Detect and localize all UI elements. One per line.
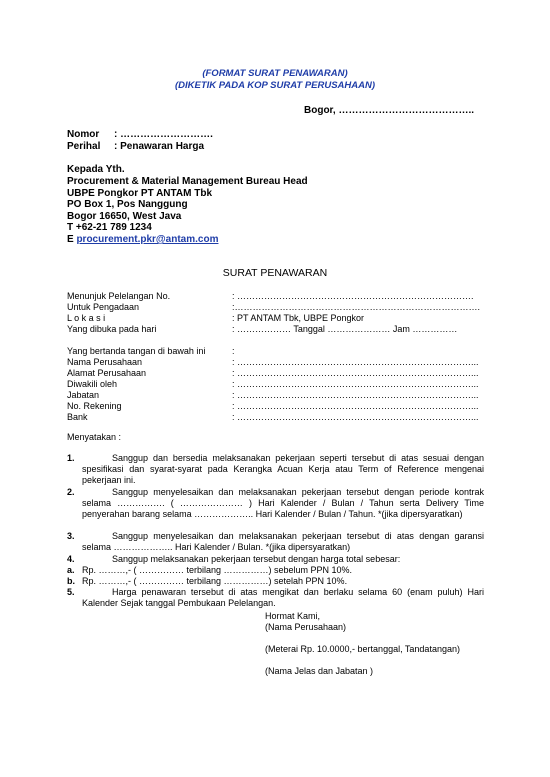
field-value-nama-perusahaan: : ……………………………………………………………………... xyxy=(232,357,479,367)
item-text-1: Sanggup dan bersedia melaksanakan pekerjaan seperti tersebut di atas sesuai dengan spesifikasi dan syarat-syarat pada Kerangka Acuan Kerja atau Term of Reference mengenai pekerjaan ini. xyxy=(82,453,484,486)
field-label-pengadaan: Untuk Pengadaan xyxy=(67,302,140,312)
field-value-lokasi: : PT ANTAM Tbk, UBPE Pongkor xyxy=(232,313,365,323)
field-value-rekening: : ……………………………………………………………………... xyxy=(232,401,479,411)
item-number-3: 3. xyxy=(67,531,75,541)
recipient-greeting: Kepada Yth. xyxy=(67,164,125,175)
item-number-1: 1. xyxy=(67,453,75,463)
list-item-4 xyxy=(82,554,484,565)
format-heading: (FORMAT SURAT PENAWARAN) xyxy=(202,68,348,79)
field-value-dibuka: : ……………… Tanggal ………………… Jam …………… xyxy=(232,324,458,334)
nomor-label: Nomor xyxy=(67,129,100,140)
item-text-5: Harga penawaran tersebut di atas mengikat dan berlaku selama 60 (enam puluh) Hari Kalender Sejak tanggal Pembukaan Pelelangan. xyxy=(82,587,484,609)
email-prefix: E xyxy=(67,234,77,245)
recipient-line4: Bogor 16650, West Java xyxy=(67,211,182,222)
closing-company: (Nama Perusahaan) xyxy=(265,622,347,632)
field-value-pelelangan: : ……………………………………………………………………. xyxy=(232,291,474,301)
sub-item-a: Rp. ………,- ( …………… terbilang ……………) sebelum PPN 10%. xyxy=(82,565,353,575)
list-item-1 xyxy=(82,453,484,487)
field-value-bank: : ……………………………………………………………………... xyxy=(232,412,479,422)
recipient-phone: T +62-21 789 1234 xyxy=(67,222,152,233)
statement-intro: Menyatakan : xyxy=(67,432,122,442)
sub-item-letter-b: b. xyxy=(67,576,75,586)
list-item-2 xyxy=(82,487,484,521)
field-label-bank: Bank xyxy=(67,412,88,422)
field-value-alamat: : ……………………………………………………………………... xyxy=(232,368,479,378)
field-value-jabatan: : ……………………………………………………………………... xyxy=(232,390,479,400)
field-label-rekening: No. Rekening xyxy=(67,401,122,411)
place-date: Bogor, ………………………………….. xyxy=(304,105,474,116)
list-item-5 xyxy=(82,587,484,609)
signer-intro-value: : xyxy=(232,346,235,356)
field-label-dibuka: Yang dibuka pada hari xyxy=(67,324,157,334)
item-number-5: 5. xyxy=(67,587,75,597)
field-label-diwakili: Diwakili oleh xyxy=(67,379,118,389)
recipient-email-link[interactable]: procurement.pkr@antam.com xyxy=(76,234,219,245)
field-label-alamat: Alamat Perusahaan xyxy=(67,368,147,378)
item-number-2: 2. xyxy=(67,487,75,497)
field-label-jabatan: Jabatan xyxy=(67,390,100,400)
perihal-value: : Penawaran Harga xyxy=(114,141,205,152)
signer-intro-label: Yang bertanda tangan di bawah ini xyxy=(67,346,206,356)
field-label-lokasi: L o k a s i xyxy=(67,313,106,323)
perihal-label: Perihal xyxy=(67,141,101,152)
field-label-nama-perusahaan: Nama Perusahaan xyxy=(67,357,143,367)
field-value-pengadaan: :………………………………………………………………………. xyxy=(232,302,481,312)
field-label-pelelangan: Menunjuk Pelelangan No. xyxy=(67,291,171,301)
item-text-2: Sanggup menyelesaikan dan melaksanakan pekerjaan tersebut dengan periode kontrak selama ……………. ( ………………… ) Hari Kalender / Bulan / Tahun serta Delivery Time penyerahan barang selama ……………….. Hari Kalender / Bulan / Tahun. *(jika dipersyaratkan) xyxy=(82,487,484,520)
list-item-3 xyxy=(82,531,484,553)
letter-title: SURAT PENAWARAN xyxy=(222,267,328,279)
sub-item-b: Rp. ………,- ( …………… terbilang ……………) setelah PPN 10%. xyxy=(82,576,348,586)
closing-regards: Hormat Kami, xyxy=(265,611,321,621)
item-text-4: Sanggup melaksanakan pekerjaan tersebut dengan harga total sebesar: xyxy=(112,554,401,564)
kop-heading: (DIKETIK PADA KOP SURAT PERUSAHAAN) xyxy=(174,80,376,91)
recipient-line2: UBPE Pongkor PT ANTAM Tbk xyxy=(67,188,212,199)
field-value-diwakili: : ……………………………………………………………………... xyxy=(232,379,479,389)
item-text-3: Sanggup menyelesaikan dan melaksanakan pekerjaan tersebut di atas dengan garansi selama ……………….. Hari Kalender / Bulan. *(jika dipersyaratkan) xyxy=(82,531,484,553)
recipient-email-line xyxy=(67,234,218,245)
recipient-line3: PO Box 1, Pos Nanggung xyxy=(67,199,188,210)
closing-name-title: (Nama Jelas dan Jabatan ) xyxy=(265,666,374,676)
sub-item-letter-a: a. xyxy=(67,565,75,575)
recipient-line1: Procurement & Material Management Bureau Head xyxy=(67,176,308,187)
nomor-value: : ………………………. xyxy=(114,129,213,140)
closing-stamp-note: (Meterai Rp. 10.0000,- bertanggal, Tandatangan) xyxy=(265,644,460,654)
item-number-4: 4. xyxy=(67,554,75,564)
